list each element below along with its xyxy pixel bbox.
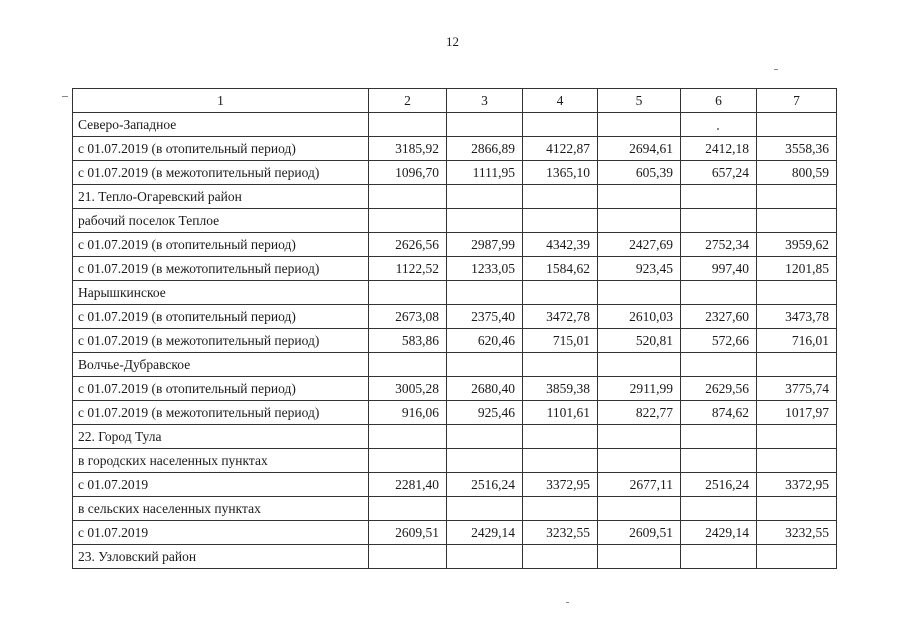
value-cell — [523, 209, 598, 233]
tariff-table — [72, 88, 837, 569]
row-label: 22. Город Тула — [73, 425, 369, 449]
value-cell: 2429,14 — [447, 521, 523, 545]
header-cell: 3 — [447, 89, 523, 113]
header-cell: 5 — [598, 89, 681, 113]
value-cell — [369, 185, 447, 209]
value-cell: 520,81 — [598, 329, 681, 353]
row-label: с 01.07.2019 — [73, 473, 369, 497]
value-cell — [523, 353, 598, 377]
table-row — [73, 545, 837, 569]
value-cell — [598, 353, 681, 377]
value-cell — [681, 449, 757, 473]
row-label: Нарышкинское — [73, 281, 369, 305]
table-row — [73, 185, 837, 209]
row-label: с 01.07.2019 (в отопительный период) — [73, 377, 369, 401]
value-cell — [447, 425, 523, 449]
value-cell: 3185,92 — [369, 137, 447, 161]
value-cell — [757, 113, 837, 137]
scan-speck — [62, 96, 68, 97]
table-row — [73, 401, 837, 425]
value-cell: 3232,55 — [523, 521, 598, 545]
value-cell — [598, 545, 681, 569]
table-body — [73, 89, 837, 569]
scan-speck — [717, 128, 719, 130]
value-cell — [757, 545, 837, 569]
value-cell — [598, 113, 681, 137]
value-cell — [447, 545, 523, 569]
value-cell — [447, 449, 523, 473]
value-cell — [369, 449, 447, 473]
value-cell — [598, 449, 681, 473]
row-label: с 01.07.2019 (в отопительный период) — [73, 305, 369, 329]
value-cell: 1365,10 — [523, 161, 598, 185]
value-cell — [523, 281, 598, 305]
value-cell — [523, 449, 598, 473]
value-cell: 2911,99 — [598, 377, 681, 401]
scan-speck — [566, 602, 569, 603]
header-cell: 1 — [73, 89, 369, 113]
table-row — [73, 497, 837, 521]
row-label: 21. Тепло-Огаревский район — [73, 185, 369, 209]
value-cell — [598, 425, 681, 449]
value-cell — [369, 281, 447, 305]
value-cell: 800,59 — [757, 161, 837, 185]
value-cell — [369, 113, 447, 137]
value-cell — [598, 209, 681, 233]
value-cell — [681, 113, 757, 137]
table-row — [73, 233, 837, 257]
scan-speck — [774, 69, 778, 70]
value-cell: 2429,14 — [681, 521, 757, 545]
table-row — [73, 353, 837, 377]
value-cell — [681, 185, 757, 209]
value-cell — [523, 185, 598, 209]
value-cell: 583,86 — [369, 329, 447, 353]
row-label: с 01.07.2019 (в межотопительный период) — [73, 329, 369, 353]
table-row — [73, 521, 837, 545]
value-cell — [757, 185, 837, 209]
value-cell: 2412,18 — [681, 137, 757, 161]
header-cell: 2 — [369, 89, 447, 113]
row-label: с 01.07.2019 (в межотопительный период) — [73, 401, 369, 425]
table-row — [73, 113, 837, 137]
value-cell: 923,45 — [598, 257, 681, 281]
value-cell — [447, 209, 523, 233]
value-cell: 2866,89 — [447, 137, 523, 161]
page-number: 12 — [446, 34, 459, 49]
value-cell — [447, 185, 523, 209]
value-cell: 3959,62 — [757, 233, 837, 257]
value-cell — [757, 353, 837, 377]
value-cell: 715,01 — [523, 329, 598, 353]
value-cell: 605,39 — [598, 161, 681, 185]
value-cell: 822,77 — [598, 401, 681, 425]
value-cell — [447, 497, 523, 521]
table-row — [73, 281, 837, 305]
value-cell: 3472,78 — [523, 305, 598, 329]
value-cell — [523, 425, 598, 449]
row-label: с 01.07.2019 (в отопительный период) — [73, 233, 369, 257]
table-row — [73, 257, 837, 281]
value-cell: 2680,40 — [447, 377, 523, 401]
value-cell — [598, 185, 681, 209]
value-cell — [447, 113, 523, 137]
header-cell: 7 — [757, 89, 837, 113]
value-cell: 1111,95 — [447, 161, 523, 185]
table-row — [73, 473, 837, 497]
row-label: рабочий поселок Теплое — [73, 209, 369, 233]
table-row — [73, 305, 837, 329]
row-label: в городских населенных пунктах — [73, 449, 369, 473]
row-label: Волчье-Дубравское — [73, 353, 369, 377]
value-cell: 2673,08 — [369, 305, 447, 329]
value-cell: 620,46 — [447, 329, 523, 353]
value-cell: 3558,36 — [757, 137, 837, 161]
value-cell — [598, 497, 681, 521]
table-row — [73, 137, 837, 161]
table-row — [73, 329, 837, 353]
table-row — [73, 209, 837, 233]
value-cell: 874,62 — [681, 401, 757, 425]
header-cell: 4 — [523, 89, 598, 113]
value-cell: 916,06 — [369, 401, 447, 425]
value-cell — [523, 113, 598, 137]
table-row — [73, 377, 837, 401]
table-row — [73, 161, 837, 185]
row-label: в сельских населенных пунктах — [73, 497, 369, 521]
value-cell: 1584,62 — [523, 257, 598, 281]
value-cell: 2609,51 — [369, 521, 447, 545]
value-cell — [681, 353, 757, 377]
value-cell: 1233,05 — [447, 257, 523, 281]
header-cell: 6 — [681, 89, 757, 113]
value-cell — [447, 281, 523, 305]
value-cell: 1017,97 — [757, 401, 837, 425]
value-cell — [369, 425, 447, 449]
value-cell: 2609,51 — [598, 521, 681, 545]
value-cell: 2516,24 — [681, 473, 757, 497]
value-cell — [523, 545, 598, 569]
value-cell: 2610,03 — [598, 305, 681, 329]
row-label: 23. Узловский район — [73, 545, 369, 569]
row-label: с 01.07.2019 (в межотопительный период) — [73, 161, 369, 185]
value-cell — [447, 353, 523, 377]
value-cell: 1122,52 — [369, 257, 447, 281]
value-cell: 657,24 — [681, 161, 757, 185]
value-cell — [681, 545, 757, 569]
value-cell — [757, 425, 837, 449]
value-cell — [681, 209, 757, 233]
value-cell: 3005,28 — [369, 377, 447, 401]
table-row — [73, 425, 837, 449]
value-cell: 2987,99 — [447, 233, 523, 257]
row-label: Северо-Западное — [73, 113, 369, 137]
value-cell: 2327,60 — [681, 305, 757, 329]
value-cell — [369, 353, 447, 377]
value-cell: 925,46 — [447, 401, 523, 425]
value-cell — [757, 281, 837, 305]
value-cell: 1096,70 — [369, 161, 447, 185]
value-cell — [598, 281, 681, 305]
value-cell: 572,66 — [681, 329, 757, 353]
value-cell: 2626,56 — [369, 233, 447, 257]
value-cell: 2694,61 — [598, 137, 681, 161]
value-cell — [681, 497, 757, 521]
value-cell — [369, 497, 447, 521]
value-cell: 3232,55 — [757, 521, 837, 545]
value-cell: 2516,24 — [447, 473, 523, 497]
value-cell: 2677,11 — [598, 473, 681, 497]
value-cell — [369, 209, 447, 233]
value-cell: 3775,74 — [757, 377, 837, 401]
value-cell: 2752,34 — [681, 233, 757, 257]
value-cell: 2629,56 — [681, 377, 757, 401]
value-cell — [523, 497, 598, 521]
value-cell: 3859,38 — [523, 377, 598, 401]
value-cell — [757, 449, 837, 473]
value-cell: 2427,69 — [598, 233, 681, 257]
value-cell: 2375,40 — [447, 305, 523, 329]
row-label: с 01.07.2019 — [73, 521, 369, 545]
value-cell: 997,40 — [681, 257, 757, 281]
value-cell: 3473,78 — [757, 305, 837, 329]
value-cell: 1101,61 — [523, 401, 598, 425]
value-cell — [369, 545, 447, 569]
value-cell — [681, 425, 757, 449]
value-cell: 1201,85 — [757, 257, 837, 281]
value-cell: 2281,40 — [369, 473, 447, 497]
value-cell — [681, 281, 757, 305]
value-cell: 716,01 — [757, 329, 837, 353]
row-label: с 01.07.2019 (в отопительный период) — [73, 137, 369, 161]
value-cell: 4122,87 — [523, 137, 598, 161]
row-label: с 01.07.2019 (в межотопительный период) — [73, 257, 369, 281]
value-cell — [757, 209, 837, 233]
value-cell: 3372,95 — [757, 473, 837, 497]
table-row — [73, 449, 837, 473]
value-cell: 3372,95 — [523, 473, 598, 497]
table-header-row — [73, 89, 837, 113]
value-cell — [757, 497, 837, 521]
value-cell: 4342,39 — [523, 233, 598, 257]
